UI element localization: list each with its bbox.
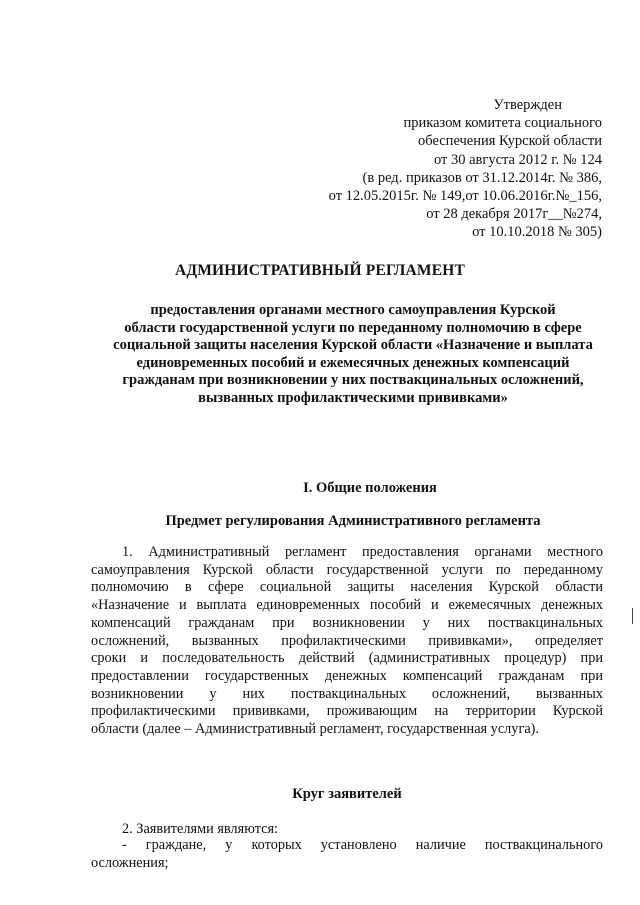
- subtitle-line: гражданам при возникновении у них поствакцинальных осложнений,: [122, 372, 584, 389]
- subsection-heading: Предмет регулирования Административного регламента: [165, 513, 541, 529]
- paragraph-1: [91, 544, 603, 739]
- approval-line: от 28 декабря 2017г__№274,: [426, 206, 602, 223]
- approval-line: приказом комитета социального: [403, 115, 602, 132]
- approval-line: от 12.05.2015г. № 149,от 10.06.2016г.№_156,: [328, 188, 602, 205]
- section-heading: I. Общие положения: [303, 480, 437, 496]
- paragraph-line: компенсаций гражданам при возникновении у них поствакцинальных: [91, 614, 603, 631]
- paragraph-line: осложнения;: [91, 854, 169, 871]
- paragraph-line: полномочию в сфере социальной защиты населения Курской области: [91, 579, 603, 596]
- approval-line: обеспечения Курской области: [418, 133, 602, 150]
- paragraph-line: предоставлении государственных денежных компенсаций гражданам при: [91, 667, 603, 684]
- approval-block: [329, 96, 602, 242]
- paragraph-line: возникновении у них поствакцинальных осложнений, вызванных: [91, 685, 603, 702]
- approval-line: от 30 августа 2012 г. № 124: [433, 151, 602, 168]
- paragraph-line: 1. Административный регламент предоставления органами местного: [122, 544, 603, 560]
- approval-line: от 10.10.2018 № 305): [472, 224, 602, 241]
- approval-line: (в ред. приказов от 31.12.2014г. № 386,: [362, 169, 602, 186]
- scan-edge-mark: [632, 608, 633, 624]
- paragraph-2: 2. Заявителями являются:: [122, 821, 279, 837]
- subtitle-line: единовременных пособий и ежемесячных денежных компенсаций: [136, 354, 570, 371]
- document-title: АДМИНИСТРАТИВНЫЙ РЕГЛАМЕНТ: [174, 262, 466, 279]
- paragraph-line: самоуправления Курской области государственной услуги по переданному: [91, 561, 603, 578]
- paragraph-3: [91, 837, 603, 872]
- paragraph-line: - граждане, у которых установлено наличие поствакцинального: [122, 837, 603, 853]
- paragraph-line: области (далее – Административный регламент, государственная услуга).: [91, 721, 540, 738]
- paragraph-line: «Назначение и выплата единовременных пособий и ежемесячных денежных: [91, 597, 603, 614]
- subtitle-line: вызванных профилактическими прививками»: [198, 389, 508, 406]
- approval-line: Утвержден: [493, 97, 562, 113]
- subtitle-line: социальной защиты населения Курской области «Назначение и выплата: [113, 337, 593, 354]
- subtitle-line: предоставления органами местного самоуправления Курской: [150, 302, 556, 318]
- paragraph-line: осложнений, вызванных профилактическими прививками», определяет: [91, 632, 603, 649]
- subtitle-line: области государственной услуги по переданному полномочию в сфере: [124, 319, 582, 336]
- document-subtitle: [92, 302, 614, 408]
- applicants-heading: Круг заявителей: [292, 786, 402, 802]
- paragraph-line: профилактическими прививками, проживающим на территории Курской: [91, 703, 603, 720]
- paragraph-line: сроки и последовательность действий (административных процедур) при: [91, 650, 603, 667]
